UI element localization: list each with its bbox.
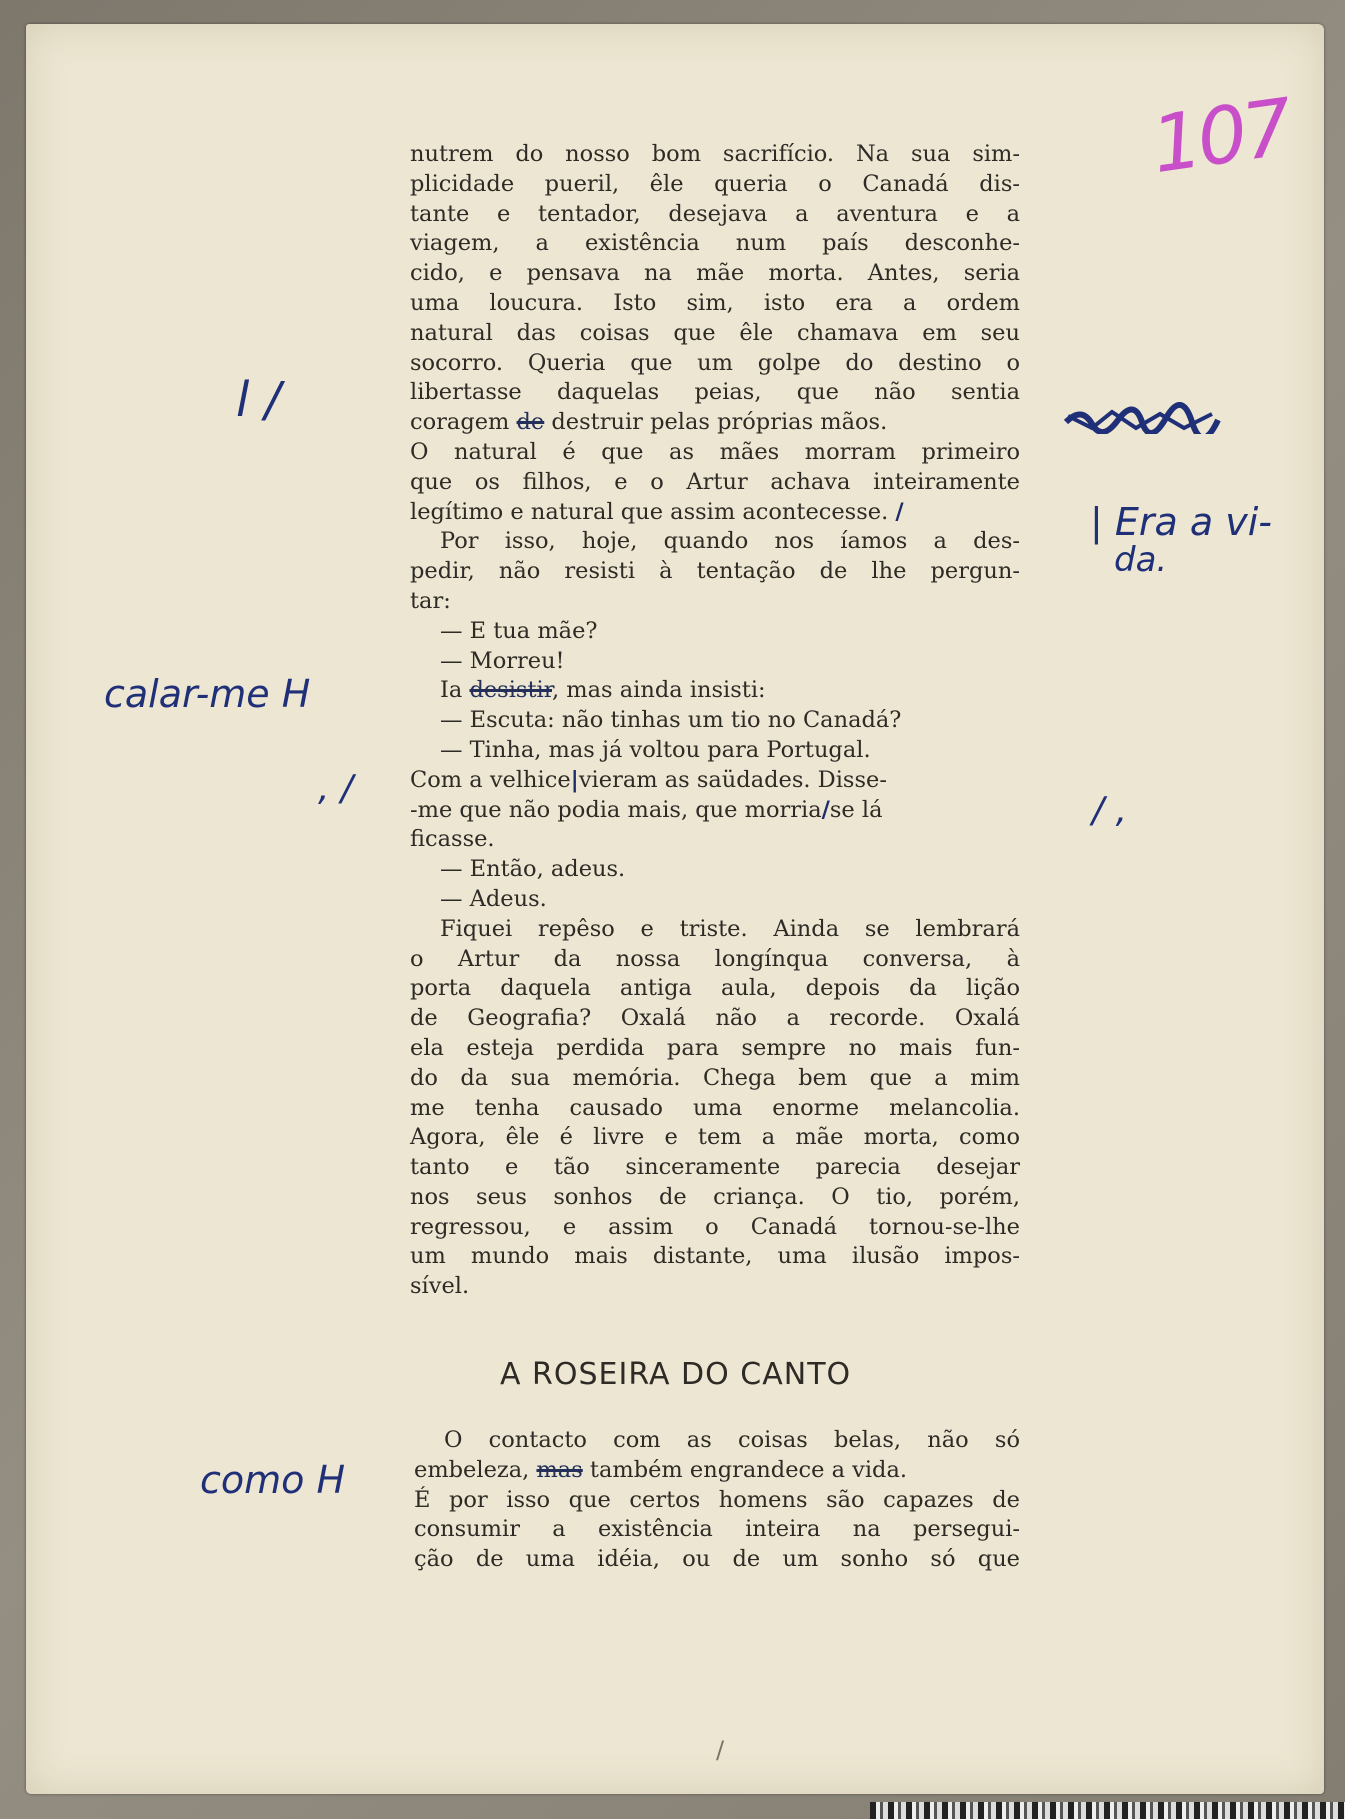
text-line: tar: [410, 587, 451, 614]
section-text [414, 1426, 1020, 1575]
margin-note-da: da. [1114, 540, 1168, 580]
margin-note-calar-me: calar-me H [104, 672, 311, 716]
text-line [410, 498, 1020, 528]
page-number: 107 [1146, 82, 1295, 192]
crossed-word: mas [536, 1456, 583, 1483]
text-fragment: vieram as saüdades. Disse- [578, 766, 887, 793]
text-fragment: -me que não podia mais, que morria [410, 796, 822, 823]
crossed-word: desistir [469, 677, 552, 704]
text-line: consumir a existência inteira na persegui- [414, 1516, 1020, 1543]
text-line: Por isso, hoje, quando nos íamos a des- [440, 528, 1020, 555]
body-text [410, 140, 1020, 1302]
crossed-word: de [516, 409, 545, 436]
text-line: Agora, êle é livre e tem a mãe morta, como [410, 1124, 1020, 1151]
section-title: A ROSEIRA DO CANTO [500, 1357, 852, 1392]
text-fragment: Com a velhice [410, 766, 571, 793]
scan-color-bar [870, 1802, 1345, 1819]
text-fragment: destruir pelas próprias mãos. [551, 409, 888, 436]
proof-mark: / [895, 498, 904, 525]
text-line: me tenha causado uma enorme melancolia. [410, 1094, 1020, 1121]
margin-note-como: como H [200, 1458, 346, 1502]
text-line: — Morreu! [440, 647, 565, 674]
text-fragment: legítimo e natural que assim acontecesse. [410, 498, 889, 525]
text-line: — Adeus. [440, 885, 547, 912]
text-line: — Então, adeus. [440, 856, 626, 883]
pencil-mark: / [716, 1736, 725, 1764]
text-line [410, 796, 1020, 826]
text-fragment: também engrandece a vida. [589, 1456, 908, 1483]
text-line: cido, e pensava na mãe morta. Antes, seria [410, 260, 1020, 287]
text-line: ficasse. [410, 826, 495, 853]
scribbled-out-note [1062, 402, 1222, 434]
text-line: tanto e tão sinceramente parecia desejar [410, 1154, 1020, 1181]
scribble-stroke [1066, 405, 1218, 434]
text-line: uma loucura. Isto sim, isto era a ordem [410, 289, 1020, 316]
text-line: regressou, e assim o Canadá tornou-se-lhe [410, 1213, 1020, 1240]
text-line: libertasse daquelas peias, que não sentia [410, 379, 1020, 406]
text-line: É por isso que certos homens são capazes de [414, 1486, 1020, 1513]
margin-note-l: l / [236, 372, 281, 428]
text-fragment: embeleza, [414, 1456, 530, 1483]
text-line: natural das coisas que êle chamava em seu [410, 319, 1020, 346]
text-line: nutrem do nosso bom sacrifício. Na sua sim- [410, 141, 1020, 167]
proof-mark: / [821, 796, 830, 823]
text-line: que os filhos, e o Artur achava inteiramente [410, 468, 1020, 495]
text-line: porta daquela antiga aula, depois da lição [410, 975, 1020, 1002]
text-line: — Tinha, mas já voltou para Portugal. [440, 736, 871, 763]
text-fragment: se lá [829, 796, 883, 823]
text-line: plicidade pueril, êle queria o Canadá dis- [410, 170, 1020, 197]
text-fragment: coragem [410, 409, 510, 436]
text-line: um mundo mais distante, uma ilusão impos- [410, 1243, 1020, 1270]
text-line [410, 408, 1020, 438]
text-line: sível. [410, 1273, 470, 1300]
text-line: pedir, não resisti à tentação de lhe pergun- [410, 558, 1020, 585]
text-line: O contacto com as coisas belas, não só [444, 1427, 1020, 1453]
margin-note-era-a-vida: | Era a vi- [1090, 500, 1273, 544]
text-line: O natural é que as mães morram primeiro [410, 438, 1020, 465]
text-fragment: Ia [440, 677, 463, 704]
text-line: socorro. Queria que um golpe do destino o [410, 349, 1020, 376]
text-line: de Geografia? Oxalá não a recorde. Oxalá [410, 1005, 1020, 1032]
text-line: do da sua memória. Chega bem que a mim [410, 1064, 1020, 1091]
text-line: — E tua mãe? [440, 617, 598, 644]
text-line [410, 676, 1020, 706]
text-line: viagem, a existência num país desconhe- [410, 230, 1020, 257]
text-line [414, 1456, 1020, 1486]
text-line [410, 766, 1020, 796]
margin-note-comma: , / [318, 768, 354, 809]
margin-note-slash-comma: / , [1092, 790, 1128, 831]
text-line: o Artur da nossa longínqua conversa, à [410, 945, 1020, 972]
text-line: nos seus sonhos de criança. O tio, porém, [410, 1183, 1020, 1210]
text-line: tante e tentador, desejava a aventura e a [410, 200, 1020, 227]
text-line: Fiquei repêso e triste. Ainda se lembrará [440, 915, 1020, 942]
text-line: ela esteja perdida para sempre no mais fun- [410, 1034, 1020, 1061]
text-line: ção de uma idéia, ou de um sonho só que [414, 1546, 1020, 1573]
text-line: — Escuta: não tinhas um tio no Canadá? [440, 707, 902, 734]
proof-mark: | [570, 766, 579, 793]
text-fragment: , mas ainda insisti: [552, 677, 766, 704]
